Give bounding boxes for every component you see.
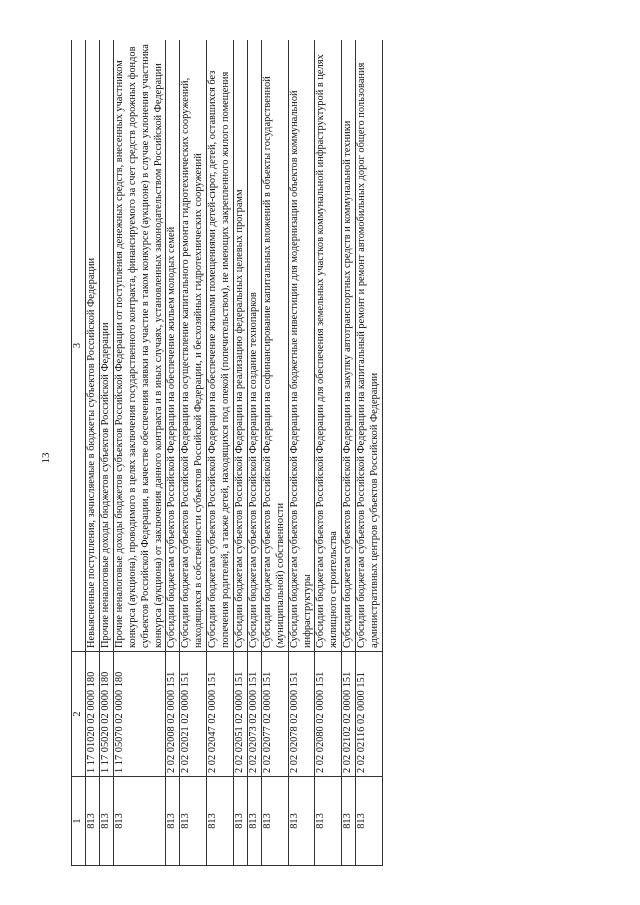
revenue-name-cell: Субсидии бюджетам субъектов Российской Федерации на капитальный ремонт и ремонт автомобильных дорог общего пользования административных центров субъектов Российской Федерации <box>356 40 383 652</box>
table-viewport <box>71 40 557 866</box>
budget-code-cell: 2 02 02021 02 0000 151 <box>180 652 207 777</box>
admin-code-cell: 813 <box>342 777 356 866</box>
budget-code-cell: 2 02 02116 02 0000 151 <box>356 652 383 777</box>
table-row <box>342 40 356 866</box>
budget-code-cell: 2 02 02008 02 0000 151 <box>166 652 180 777</box>
budget-code-cell: 2 02 02077 02 0000 151 <box>261 652 288 777</box>
admin-code-cell: 813 <box>86 777 100 866</box>
admin-code-cell: 813 <box>288 777 315 866</box>
revenue-name-cell: Субсидии бюджетам субъектов Российской Федерации на софинансирование капитальных вложений в объекты государственной (муниципальной) собственности <box>261 40 288 652</box>
budget-code-cell: 2 02 02047 02 0000 151 <box>207 652 234 777</box>
budget-code-cell: 2 02 02078 02 0000 151 <box>288 652 315 777</box>
table-row <box>166 40 180 866</box>
budget-code-cell: 2 02 02102 02 0000 151 <box>342 652 356 777</box>
table-row <box>288 40 315 866</box>
budget-code-cell: 1 17 05070 02 0000 180 <box>113 652 166 777</box>
revenue-name-cell: Прочие неналоговые доходы бюджетов субъектов Российской Федерации <box>99 40 113 652</box>
admin-code-cell: 813 <box>180 777 207 866</box>
revenue-name-cell: Субсидии бюджетам субъектов Российской Федерации на создание технопарков <box>247 40 261 652</box>
table-row <box>207 40 234 866</box>
table-row <box>315 40 342 866</box>
table-row <box>113 40 166 866</box>
revenue-name-cell: Субсидии бюджетам субъектов Российской Федерации на обеспечение жилыми помещениями детей-сирот, детей, оставшихся без попечения родителей, а также детей, находящихся под опекой (попечительством), не имеющих закрепленного жилого помещения <box>207 40 234 652</box>
admin-code-cell: 813 <box>166 777 180 866</box>
revenue-name-cell: Невыясненные поступления, зачисляемые в бюджеты субъектов Российской Федерации <box>86 40 100 652</box>
budget-code-cell: 2 02 02080 02 0000 151 <box>315 652 342 777</box>
admin-code-cell: 813 <box>356 777 383 866</box>
table-row <box>247 40 261 866</box>
table-row <box>261 40 288 866</box>
table-row <box>233 40 247 866</box>
budget-code-cell: 2 02 02051 02 0000 151 <box>233 652 247 777</box>
admin-code-cell: 813 <box>315 777 342 866</box>
revenue-name-cell: Субсидии бюджетам субъектов Российской Федерации для обеспечения земельных участков коммунальной инфраструктурой в целях жилищного строительства <box>315 40 342 652</box>
header-col-3: 3 <box>72 40 86 652</box>
budget-code-cell: 1 17 05020 02 0000 180 <box>99 652 113 777</box>
budget-code-cell: 2 02 02073 02 0000 151 <box>247 652 261 777</box>
header-col-2: 2 <box>72 652 86 777</box>
admin-code-cell: 813 <box>207 777 234 866</box>
table-header-row <box>72 40 86 866</box>
table-row <box>86 40 100 866</box>
admin-code-cell: 813 <box>99 777 113 866</box>
revenue-name-cell: Субсидии бюджетам субъектов Российской Федерации на закупку автотранспортных средств и коммунальной техники <box>342 40 356 652</box>
revenue-name-cell: Субсидии бюджетам субъектов Российской Федерации на осуществление капитального ремонта гидротехнических сооружений, находящихся в собственности субъектов Российской Федерации, и бесхозяйных гидротехнических сооружений <box>180 40 207 652</box>
admin-code-cell: 813 <box>261 777 288 866</box>
rotated-table-container <box>71 40 557 866</box>
revenue-codes-table <box>71 40 383 866</box>
table-row <box>99 40 113 866</box>
budget-code-cell: 1 17 01020 02 0000 180 <box>86 652 100 777</box>
table-row <box>356 40 383 866</box>
revenue-name-cell: Субсидии бюджетам субъектов Российской Федерации на бюджетные инвестиции для модернизации объектов коммунальной инфраструктуры <box>288 40 315 652</box>
admin-code-cell: 813 <box>247 777 261 866</box>
revenue-name-cell: Субсидии бюджетам субъектов Российской Федерации на обеспечение жильем молодых семей <box>166 40 180 652</box>
header-col-1: 1 <box>72 777 86 866</box>
revenue-name-cell: Субсидии бюджетам субъектов Российской Федерации на реализацию федеральных целевых программ <box>233 40 247 652</box>
revenue-name-cell: Прочие неналоговые доходы бюджетов субъектов Российской Федерации от поступления денежных средств, внесенных участником конкурса (аукциона), проводимого в целях заключения государственного контракта, финансируемого за счет средств дорожных фондов субъектов Российской Федерации, в качестве обеспечения заявки на участие в таком конкурсе (аукционе) в случае уклонения участника конкурса (аукциона) от заключения данного контракта и в иных случаях, установленных законодательством Российской Федерации <box>113 40 166 652</box>
table-row <box>180 40 207 866</box>
admin-code-cell: 813 <box>233 777 247 866</box>
admin-code-cell: 813 <box>113 777 166 866</box>
page-number: 13 <box>40 452 52 464</box>
